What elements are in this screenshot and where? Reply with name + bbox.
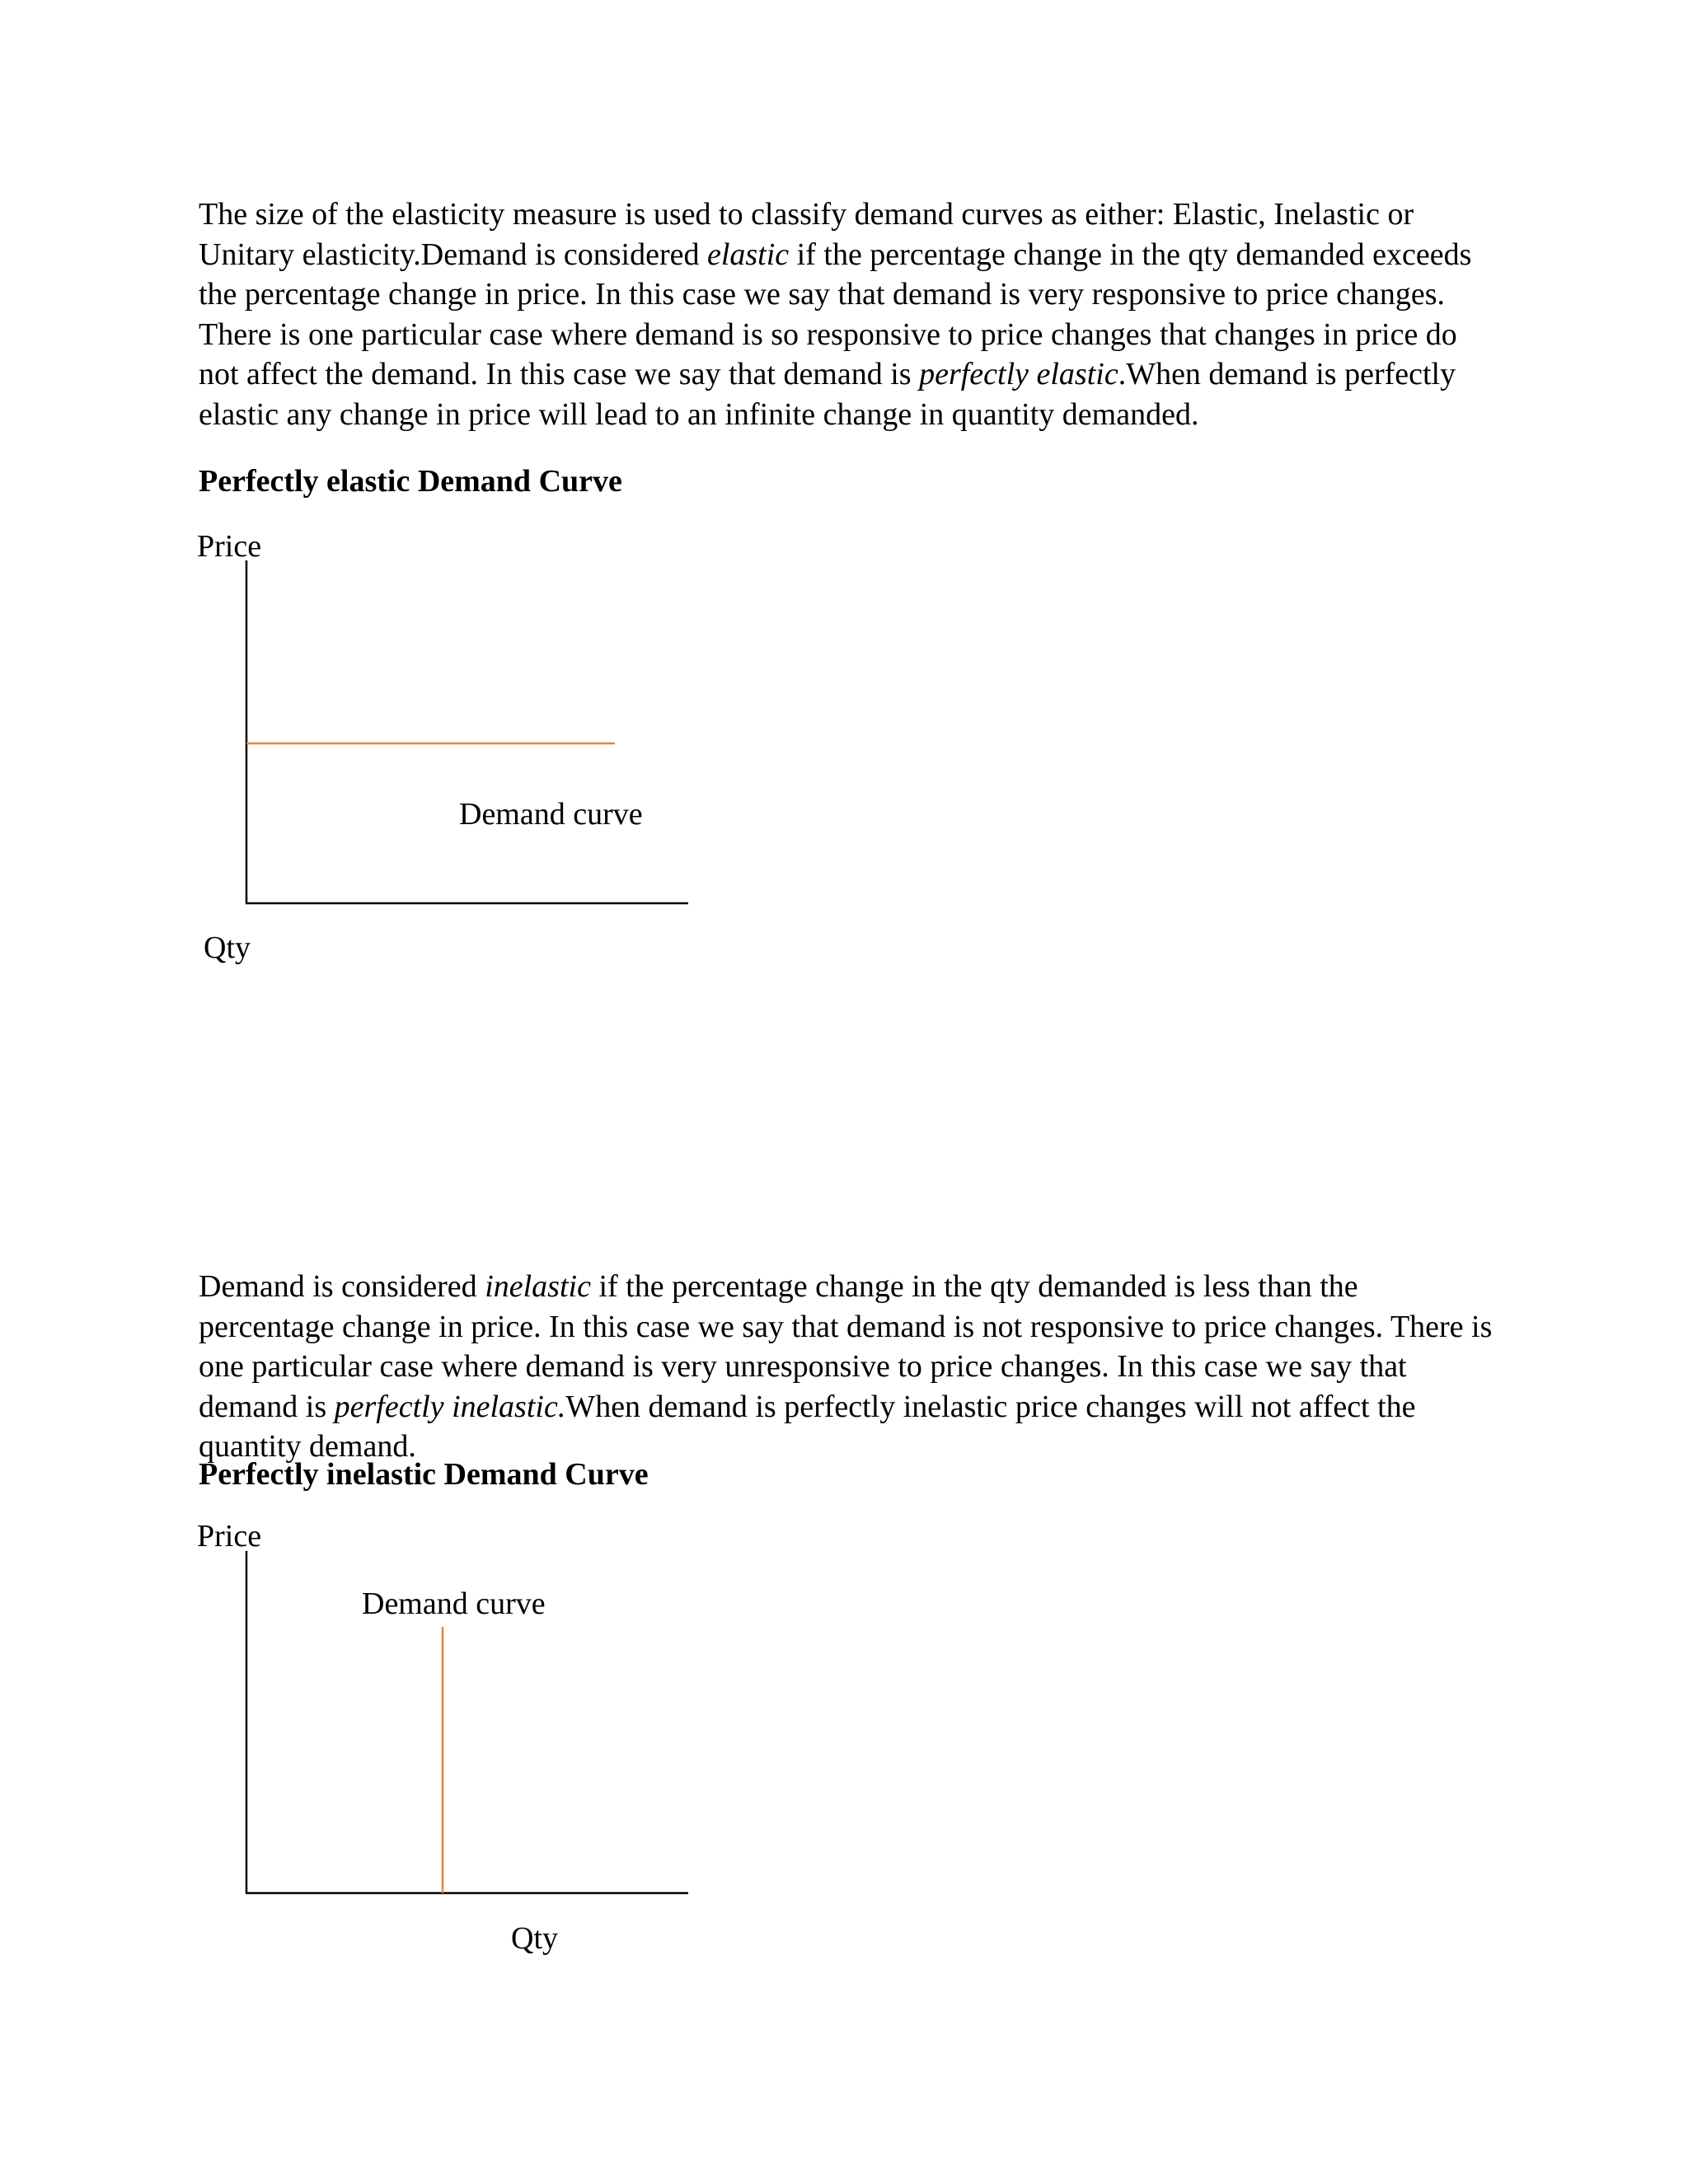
text-run: .When demand is perfectly elastic any change in price will lead to an infinite change in quantity demanded. <box>199 357 1456 432</box>
italic-run: inelastic <box>485 1269 591 1304</box>
text-run: if the percentage change in the qty demanded is less than the percentage change in price. In this case we say that demand is not responsive to price changes. There is one particular case where demand is very unresponsive to price changes. In this case we say that demand is <box>199 1269 1493 1424</box>
chart1-y-axis-label: Price <box>197 529 262 564</box>
italic-run: perfectly elastic <box>919 357 1118 391</box>
chart2-x-axis-label: Qty <box>511 1921 558 1956</box>
paragraph-inelastic <box>199 1267 1501 1467</box>
italic-run: perfectly inelastic. <box>334 1389 566 1424</box>
heading-perfectly-elastic: Perfectly elastic Demand Curve <box>199 464 622 499</box>
chart2-curve-label: Demand curve <box>362 1586 546 1621</box>
text-run: Demand is considered <box>199 1269 485 1304</box>
chart2-y-axis-label: Price <box>197 1519 262 1554</box>
heading-perfectly-inelastic: Perfectly inelastic Demand Curve <box>199 1457 649 1492</box>
chart1-x-axis-label: Qty <box>204 930 251 965</box>
italic-run: elastic <box>706 237 790 272</box>
text-run: When demand is perfectly inelastic price changes will not affect the quantity demand. <box>199 1389 1416 1464</box>
paragraph-elastic <box>199 194 1501 434</box>
chart1-curve-label: Demand curve <box>459 797 643 832</box>
text-run: The size of the elasticity measure is used to classify demand curves as either: Elastic, Inelastic or Unitary elasticity.Demand is considered <box>199 197 1414 272</box>
text-run: if the percentage change in the qty demanded exceeds the percentage change in price. In this case we say that demand is very responsive to price changes. There is one particular case where demand is so responsive to price changes that changes in price do not affect the demand. In this case we say that demand is <box>199 237 1472 391</box>
